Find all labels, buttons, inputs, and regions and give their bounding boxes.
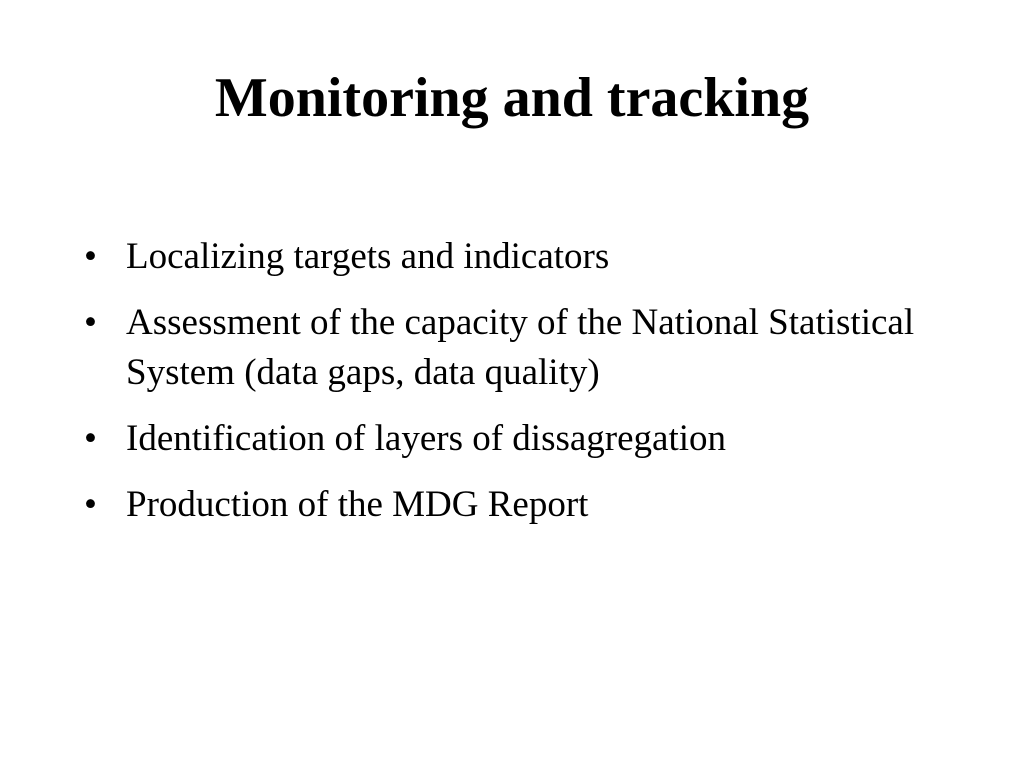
bullet-icon: • — [84, 236, 97, 277]
bullet-icon: • — [84, 484, 97, 525]
slide-title: Monitoring and tracking — [214, 67, 810, 129]
bullet-icon: • — [84, 418, 97, 459]
bullet-item — [84, 480, 964, 530]
bullet-text: Production of the MDG Report — [126, 484, 589, 525]
bullet-icon: • — [84, 302, 97, 343]
bullet-text: Assessment of the capacity of the National Statistical System (data gaps, data quality) — [126, 302, 915, 393]
bullet-item — [84, 232, 964, 282]
bullet-text: Identification of layers of dissagregation — [126, 418, 727, 459]
bullet-item — [84, 414, 964, 464]
bullet-item — [84, 298, 964, 398]
bullet-text: Localizing targets and indicators — [126, 236, 610, 277]
bullet-list — [84, 232, 964, 546]
